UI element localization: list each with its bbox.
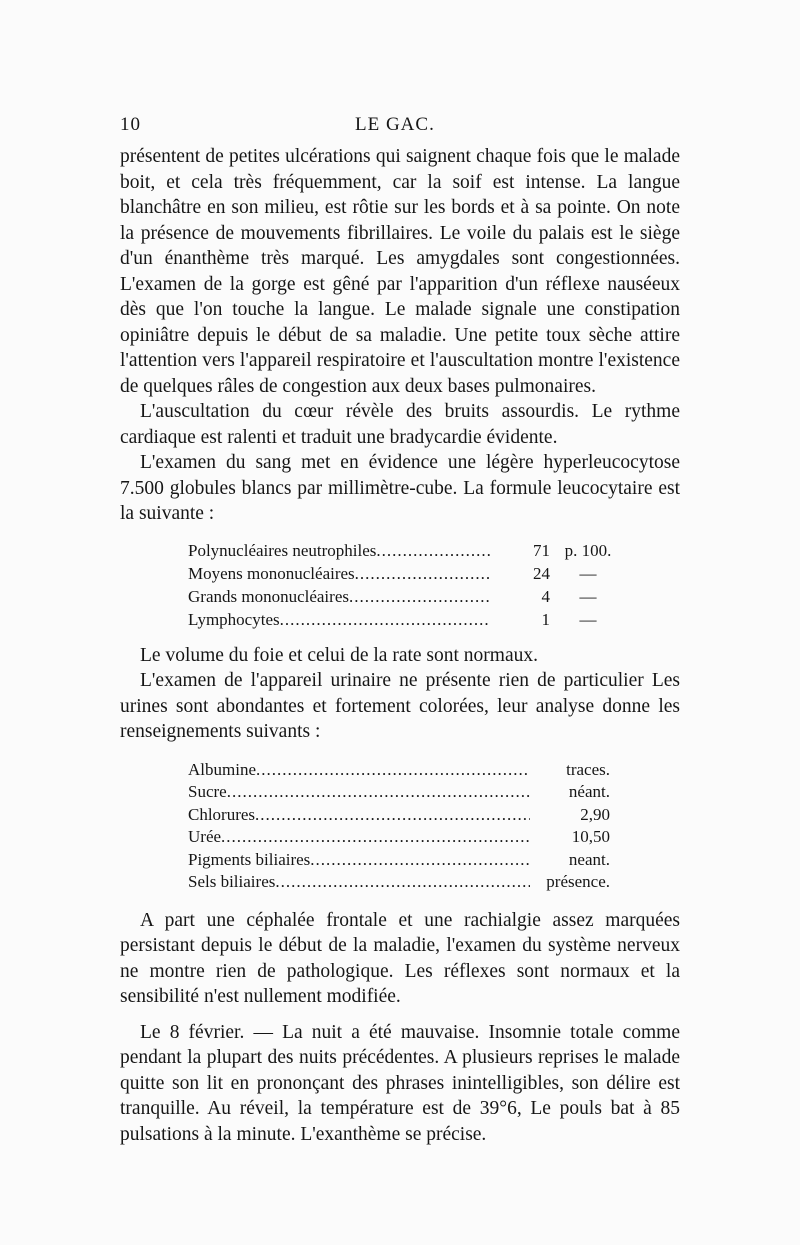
urine-analysis-table (188, 759, 610, 894)
row-label: Polynucléaires neutrophiles (188, 540, 377, 560)
paragraph: présentent de petites ulcérations qui saignent chaque fois que le malade boit, et cela très fréquemment, car la soif est intense. La langue blanchâtre en son milieu, est rôtie sur les bords et à sa pointe. On note la présence de mouvements fibrillaires. Le voile du palais est le siège d'un énanthème très marqué. Les amygdales sont congestionnées. L'examen de la gorge est gêné par l'apparition d'un réflexe nauséeux dès que l'on touche la langue. Le malade signale une constipation opiniâtre depuis le début de sa maladie. Une petite toux sèche attire l'attention vers l'appareil respiratoire et l'auscultation montre l'existence de quelques râles de congestion aux deux bases pulmonaires. (120, 146, 680, 397)
paragraph: L'examen de l'appareil urinaire ne présente rien de particulier Les urines sont abondantes et fortement colorées, leur analyse donne les renseignements suivants : (120, 670, 680, 742)
row-label: Chlorures (188, 804, 256, 824)
row-label: Sucre (188, 782, 227, 801)
row-value: 1 (541, 609, 550, 629)
table-row (188, 804, 610, 827)
page-body (120, 144, 680, 1147)
paragraph: L'examen du sang met en évidence une légère hyperleucocytose 7.500 globules blancs par millimètre-cube. La formule leucocytaire est la suivante : (120, 452, 680, 524)
table-row (188, 871, 610, 894)
page-number: 10 (120, 114, 141, 135)
paragraph: L'auscultation du cœur révèle des bruits assourdis. Le rythme cardiaque est ralenti et traduit une bradycardie évidente. (120, 401, 680, 448)
paragraph: A part une céphalée frontale et une rachialgie assez marquées persistant depuis le début de la maladie, l'examen du système nerveux ne montre rien de pathologique. Les réflexes sont normaux et la sensibilité n'est nullement modifiée. (120, 909, 680, 1007)
row-label: Urée (188, 827, 222, 846)
table-row (188, 585, 618, 608)
row-label: Sels biliaires (188, 872, 276, 891)
table-row (188, 539, 618, 562)
row-unit: — (579, 586, 597, 606)
row-value: 24 (533, 563, 550, 583)
row-value: néant. (568, 782, 610, 801)
row-value: 2,90 (580, 804, 610, 824)
row-value: neant. (568, 849, 610, 869)
table-row (188, 608, 618, 631)
leukocyte-formula-table (188, 539, 618, 631)
row-label: Lymphocytes (188, 609, 280, 629)
row-value: 71 (533, 540, 550, 560)
row-label: Moyens mononucléaires (188, 563, 355, 583)
row-label: Albumine (188, 759, 256, 779)
row-value: présence. (546, 872, 610, 891)
document-page (120, 114, 680, 1147)
row-unit: — (579, 563, 597, 583)
row-label: Grands mononucléaires (188, 586, 349, 606)
table-row (188, 759, 610, 782)
row-label: Pigments biliaires (188, 849, 311, 869)
row-unit: p. 100. (564, 540, 612, 560)
table-row (188, 562, 618, 585)
table-row (188, 826, 610, 849)
page-header (120, 114, 680, 144)
paragraph: Le 8 février. — La nuit a été mauvaise. Insomnie totale comme pendant la plupart des nuits précédentes. A plusieurs reprises le malade quitte son lit en prononçant des phrases inintelligibles, son délire est tranquille. Au réveil, la température est de 39°6, Le pouls bat à 85 pulsations à la minute. L'exanthème se précise. (120, 1021, 680, 1145)
paragraph: Le volume du foie et celui de la rate sont normaux. (140, 644, 538, 666)
table-row (188, 849, 610, 872)
row-value: traces. (566, 759, 610, 779)
row-unit: — (579, 609, 597, 629)
running-title: LE GAC. (355, 114, 435, 135)
row-value: 4 (541, 586, 550, 606)
table-row (188, 781, 610, 804)
row-value: 10,50 (571, 827, 610, 846)
